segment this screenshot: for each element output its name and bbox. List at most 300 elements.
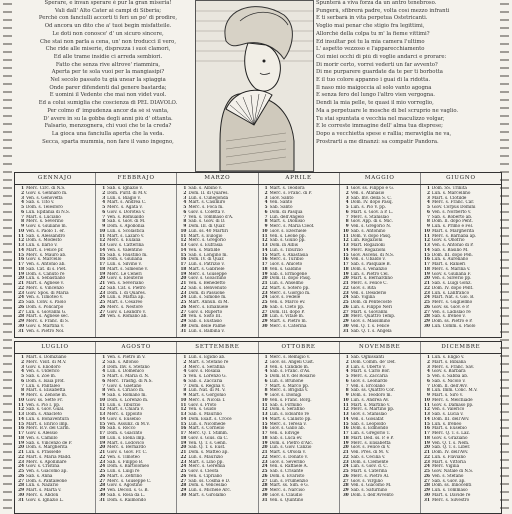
month-column: [15, 354, 96, 513]
day-number: 28: [99, 483, 106, 488]
day-saint: Lun. s. Domenico: [107, 369, 145, 374]
day-number: 24: [342, 295, 349, 300]
day-saint: Giov. s. Coletta v.: [188, 209, 225, 214]
day-number: 17: [261, 431, 268, 435]
day-saint: Ven. s. Pietro Nol.: [26, 328, 65, 333]
day-saint: Lun. s. Uberto v.: [350, 364, 386, 369]
day-saint: Ven. s. Giacomo ap.: [26, 469, 68, 473]
day-number: 6: [102, 378, 106, 383]
day-saint: Sab. s. Anna: [26, 473, 53, 478]
day-number: 18: [342, 266, 349, 271]
day-saint: Sab. s. Faustino m.: [107, 252, 148, 257]
day-number: 16: [342, 257, 349, 262]
day-saint: Sab. s. Benvenuto: [188, 285, 227, 290]
day-saint: Merc. s. Zaccaria: [350, 374, 388, 378]
day-number: 22: [18, 454, 24, 459]
day-number: 28: [342, 483, 349, 488]
poem-line: E il tuo colore appanno i guai di la ridotta.: [316, 77, 431, 84]
day-saint: Merc. s. Franc. Car.: [431, 200, 475, 205]
day-number: 23: [99, 290, 106, 295]
day-saint: Mart. s. Dionisio: [269, 219, 305, 224]
day-number: 3: [102, 364, 106, 369]
day-number: 16: [424, 426, 430, 431]
day-saint: Mart. s. Caterina: [350, 469, 388, 473]
day-saint: Giov. s. Gius. da C.: [188, 435, 228, 440]
day-saint: Sab. s. Zaccaria: [188, 378, 223, 383]
day-saint: Dom. II. dopo Pent.: [431, 219, 473, 224]
day-number: 16: [18, 426, 24, 431]
day-number: 10: [18, 397, 24, 402]
day-number: 23: [180, 459, 187, 464]
day-number: 2: [21, 359, 24, 364]
day-number: 17: [424, 431, 430, 435]
day-saint: Ven. s. Giosafat: [350, 416, 384, 421]
day-number: 21: [99, 281, 106, 285]
day-saint: Dom. V. dopo Pasq.: [350, 233, 392, 238]
day-saint: Merc. s. Nestore: [107, 304, 143, 309]
day-number: 6: [102, 209, 106, 214]
day-saint: Merc. Le Ceneri: [107, 271, 142, 276]
day-number: 28: [18, 314, 24, 319]
day-number: 8: [264, 388, 268, 393]
day-number: 6: [183, 209, 187, 214]
day-saint: Mart. s. Callisto pp.: [269, 416, 312, 421]
day-saint: Mart. s. Lino pp.: [188, 459, 224, 464]
day-number: 6: [345, 209, 349, 214]
day-saint: Sab. s. Filippo B.: [107, 459, 144, 464]
day-number: 21: [180, 281, 187, 285]
day-saint: Sab. s. Luca ev.: [269, 435, 303, 440]
day-saint: Dom. s. Telesforo: [26, 205, 63, 209]
day-number: 19: [261, 440, 268, 445]
day-number: 15: [99, 252, 106, 257]
day-number: 25: [99, 300, 106, 304]
day-number: 25: [18, 300, 24, 304]
day-entry: [423, 324, 499, 329]
day-number: 3: [264, 364, 268, 369]
day-number: 10: [261, 397, 268, 402]
day-saint: Giov. s. Eliodoro: [26, 364, 61, 369]
day-number: 27: [99, 478, 106, 483]
day-saint: Ven. s. Franc. Borg.: [269, 397, 312, 402]
day-saint: Merc. s. Teresa v.: [269, 421, 307, 426]
day-saint: Lun. s. Sebastiano: [26, 276, 66, 281]
day-number: 24: [261, 295, 268, 300]
day-number: 10: [18, 228, 24, 233]
day-saint: Mart. s. Casimiro: [188, 200, 226, 205]
day-number: 16: [424, 257, 430, 262]
day-saint: Lun. s. Simone m.: [188, 295, 227, 300]
day-number: 4: [345, 369, 349, 374]
day-number: 17: [99, 262, 106, 266]
day-number: 11: [261, 402, 268, 407]
day-saint: Dom. di Passione: [188, 290, 225, 295]
day-number: 5: [426, 374, 430, 378]
day-number: 15: [180, 252, 187, 257]
day-number: 20: [99, 445, 106, 450]
day-saint: Merc. s. Donato v.: [269, 454, 308, 459]
day-saint: Giov. s. Graziano: [431, 435, 468, 440]
day-number: 26: [180, 473, 187, 478]
day-number: 12: [99, 238, 106, 243]
day-number: 10: [180, 397, 187, 402]
day-saint: Merc. s. Ippolito: [107, 412, 143, 416]
day-number: 2: [345, 190, 349, 195]
day-saint: Lun. s. Pietro Cel.: [350, 271, 389, 276]
day-saint: Giov. ss. Sette Fr.: [26, 397, 63, 402]
day-saint: Giov. s. Eleuterio: [107, 276, 144, 281]
day-number: 24: [180, 295, 187, 300]
poem-line: Che ride alle miserie, disprezza i suoi clamori,: [45, 46, 171, 53]
day-number: 13: [342, 412, 349, 416]
day-saint: Lun. s. Tiburzio: [107, 402, 141, 407]
day-number: 8: [345, 219, 349, 224]
day-saint: Sab. s. Giov. ap.: [431, 478, 466, 483]
day-number: 12: [18, 407, 24, 412]
day-number: 17: [18, 262, 24, 266]
day-number: 30: [261, 492, 268, 497]
day-saint: Merc. s. Martino pp.: [350, 407, 395, 412]
day-number: 26: [342, 473, 349, 478]
day-number: 22: [424, 454, 430, 459]
day-saint: Lun. s. Tommaso: [431, 488, 468, 492]
day-saint: Mart. Rogazioni: [350, 243, 385, 247]
day-saint: Giov. s. Massimino: [350, 319, 391, 323]
day-saint: Ven. Q. T. s. Genn.: [188, 440, 227, 445]
day-saint: Dom. IV. dopo Pasq.: [350, 200, 393, 205]
day-saint: Dom. II. dopo Pasq.: [269, 276, 312, 281]
day-saint: Sab. s. Eustasio: [188, 319, 222, 323]
day-number: 2: [183, 190, 187, 195]
day-number: 21: [99, 450, 106, 454]
day-number: 29: [180, 488, 187, 492]
day-saint: Dom. s. Isaia prof.: [26, 378, 65, 383]
day-saint: Dom. s. Anacleto: [26, 412, 62, 416]
day-saint: Merc. s. Marina v.: [431, 266, 471, 271]
portrait-engraving: [195, 0, 314, 172]
day-saint: Giov. s. Gaetano: [107, 383, 142, 388]
day-number: 18: [424, 266, 430, 271]
month-column: [15, 185, 96, 337]
day-saint: Giov. s. Leandro v.: [107, 309, 146, 314]
day-number: 9: [345, 393, 349, 397]
day-saint: Sab. s. Giulio pp.: [269, 238, 306, 243]
day-saint: Giov. s. Martina v.: [26, 323, 65, 328]
day-saint: Dom. Comm. de' Def.: [350, 359, 396, 364]
day-saint: Ven. s. Genoveffa: [26, 195, 63, 200]
day-saint: Mart. s. Chiara v.: [107, 407, 144, 412]
day-saint: Dom. III. di Quar.: [188, 224, 226, 228]
day-saint: Sab. s. Antonino: [350, 228, 386, 233]
day-number: 25: [261, 300, 268, 304]
day-number: 19: [342, 271, 349, 276]
day-saint: Mart. s. Stefano re: [188, 359, 229, 364]
day-number: 15: [18, 421, 24, 426]
day-saint: Mart. s. Maria d. N.: [107, 374, 150, 378]
month-title: MAGGIO: [340, 173, 421, 184]
day-number: 20: [424, 276, 430, 281]
day-saint: Lun. s. Giov. Canzio: [269, 445, 312, 450]
day-saint: Sab. s. Ignazio v.: [107, 186, 143, 190]
day-saint: Giov. s. Agostino: [107, 483, 143, 488]
day-saint: Sab. s. Roberto ab.: [431, 214, 473, 219]
day-saint: Merc. Q. T. Stimm.: [188, 431, 229, 435]
day-number: 2: [183, 359, 187, 364]
day-saint: Dom. s. Pantaleone: [26, 478, 67, 483]
day-number: 24: [99, 464, 106, 469]
day-saint: Sab. Q. T. s. Angela: [350, 328, 392, 333]
day-number: 23: [180, 290, 187, 295]
day-saint: Ven. Assunz. di M.V.: [107, 421, 150, 426]
day-number: 17: [180, 431, 187, 435]
day-saint: Dom. I. di Quares.: [107, 290, 146, 295]
day-saint: Mart. s. Giovanni: [350, 309, 388, 314]
day-number: 9: [21, 224, 24, 228]
day-number: 13: [180, 412, 187, 416]
day-saint: Sab. Santo: [269, 205, 293, 209]
day-saint: Mart. s. Margherita: [431, 228, 474, 233]
day-saint: Mart. s. Orsola v.: [269, 450, 306, 454]
poem-line: Pungerà, sfibrerà padre, volta così mezzo infranti: [316, 7, 450, 14]
day-saint: Mart. s. Sotero pp.: [269, 285, 310, 290]
day-number: 29: [18, 488, 24, 492]
day-saint: Mart. Ded. ss. P. e P.: [350, 435, 394, 440]
day-number: 26: [424, 304, 430, 309]
day-number: 27: [424, 478, 430, 483]
day-saint: Sab. s. Vincenzo de P.: [26, 440, 72, 445]
day-saint: Dom. s. Raimondo: [107, 497, 146, 502]
day-number: 16: [261, 426, 268, 431]
day-saint: Merc. s. Silvestro: [431, 497, 470, 502]
day-number: 9: [426, 224, 430, 228]
day-saint: Sab. Vigilia: [350, 295, 375, 300]
poem-line: Allorché della colpa tu m' la fieme vittimi?: [316, 30, 430, 37]
day-saint: Ven. s. Cipriano: [188, 473, 222, 478]
day-saint: Mart. s. Cesareo: [107, 300, 143, 304]
day-saint: Lun. dell'Angelo: [269, 214, 305, 219]
day-saint: Lun. s. Giov. d. C.: [350, 464, 388, 469]
day-number: 25: [180, 300, 187, 304]
day-saint: Mart. s. Andrea C.: [107, 200, 147, 205]
day-saint: Giov. s. Giuliana F.: [431, 271, 472, 276]
day-entry: [261, 498, 337, 503]
day-number: 3: [183, 195, 187, 200]
day-saint: Ven. s. Paolo 1. er.: [26, 228, 65, 233]
day-number: 28: [180, 314, 187, 319]
day-number: 23: [342, 459, 349, 464]
day-number: 27: [99, 309, 106, 314]
day-saint: Giov. s. Felice di V.: [350, 445, 391, 450]
day-number: 3: [426, 195, 430, 200]
day-number: 20: [18, 445, 24, 450]
month-title: OTTOBRE: [259, 342, 340, 353]
day-number: 10: [424, 228, 430, 233]
day-number: 14: [18, 247, 24, 252]
day-number: 13: [424, 412, 430, 416]
day-saint: Sab. s. Rocco: [107, 426, 136, 431]
day-number: 27: [342, 478, 349, 483]
day-number: 16: [180, 426, 187, 431]
day-number: 22: [99, 454, 106, 459]
day-saint: Giov. s. Severino: [269, 459, 305, 464]
day-saint: Lun. s. Vitale m.: [269, 314, 305, 319]
day-saint: Lun. s. Patrizio v.: [188, 262, 225, 266]
day-number: 28: [342, 314, 349, 319]
day-number: 2: [264, 190, 268, 195]
day-saint: Sab. s. Pasquale B.: [350, 262, 391, 266]
day-saint: Mart. s. Agnese v.: [26, 281, 64, 285]
day-saint: Mart. ss. Sim. e G.: [269, 483, 309, 488]
day-saint: Dom. SS. Trinità: [431, 186, 467, 190]
day-saint: Giov. ss. Filippo e G.: [350, 186, 394, 190]
day-number: 20: [424, 445, 430, 450]
day-saint: Dom. s. Regina v.: [188, 383, 226, 388]
day-number: 25: [99, 469, 106, 473]
day-saint: Merc. s. Apollinare: [26, 459, 67, 464]
day-saint: Dom. s. Pietro d'Alc.: [269, 440, 313, 445]
day-number: 12: [424, 238, 430, 243]
day-saint: Ven. s. Valerico: [431, 407, 465, 412]
month-title: DICEMBRE: [441, 344, 481, 350]
month-header-row: [15, 173, 501, 185]
day-number: 9: [426, 393, 430, 397]
poem-right: [316, 0, 494, 170]
day-saint: Lun. s. Ireneo: [431, 421, 462, 426]
day-saint: Ven. Santo: [269, 200, 293, 205]
day-number: 16: [99, 426, 106, 431]
day-saint: Sab. s. Giov. Gual.: [26, 407, 65, 412]
day-number: 19: [180, 440, 187, 445]
day-number: 21: [342, 450, 349, 454]
day-number: 9: [264, 224, 268, 228]
day-saint: Mart. s. Martino v.: [350, 402, 391, 407]
day-number: 11: [180, 402, 187, 407]
day-number: 9: [183, 393, 187, 397]
day-number: 10: [342, 397, 349, 402]
day-saint: Merc. s. Bernardo: [107, 445, 146, 450]
day-number: 7: [21, 214, 24, 219]
day-number: 26: [18, 473, 24, 478]
day-number: 20: [342, 276, 349, 281]
day-saint: Sab. s. Cecilia v.: [350, 454, 386, 459]
decorative-border-left: [3, 0, 12, 512]
day-number: 5: [264, 374, 268, 378]
day-saint: Mart. s. Cornelio: [188, 426, 225, 431]
day-saint: Giov. Natale di N.S.: [431, 469, 474, 473]
day-saint: Sab. Q. T. s. Eust.: [188, 445, 226, 450]
day-number: 24: [424, 295, 430, 300]
day-number: 18: [424, 435, 430, 440]
day-saint: Lun. s. Tiburzio: [269, 247, 303, 252]
day-number: 31: [99, 497, 106, 502]
day-number: 9: [345, 224, 349, 228]
day-saint: Sab. Conv. s. Paolo: [26, 300, 66, 304]
day-number: 24: [424, 464, 430, 469]
day-number: 7: [183, 214, 187, 219]
day-number: 5: [21, 205, 24, 209]
day-saint: Giov. s. Alessio: [26, 431, 58, 435]
day-saint: Dom. B.V. del Rosario: [269, 374, 316, 378]
day-number: 22: [99, 285, 106, 290]
day-number: 13: [180, 243, 187, 247]
day-number: 23: [424, 459, 430, 464]
month-column: [421, 354, 501, 513]
day-saint: Mart. s. Ranieri: [431, 262, 466, 266]
day-saint: Lun. s. Andrea Av.: [350, 397, 390, 402]
day-saint: Merc. B.V. del Carm.: [26, 426, 70, 431]
day-number: 2: [426, 190, 430, 195]
day-saint: Mart. s. Eusebio: [431, 426, 467, 431]
day-entry: [17, 329, 93, 334]
day-saint: Giov. s. Rita: [350, 285, 376, 290]
day-number: 26: [99, 473, 106, 478]
day-number: 13: [261, 412, 268, 416]
day-number: 22: [18, 285, 24, 290]
day-number: 3: [345, 364, 349, 369]
month-title: MARZO: [177, 173, 258, 184]
day-number: 15: [424, 252, 430, 257]
day-saint: Giov. Corpus Domini: [431, 205, 476, 209]
day-number: 15: [99, 421, 106, 426]
day-number: 31: [18, 328, 24, 333]
day-saint: Dom. Purif. di M.V.: [107, 190, 148, 195]
day-number: 20: [180, 276, 187, 281]
day-number: 3: [264, 195, 268, 200]
day-number: 24: [342, 464, 349, 469]
month-column: [259, 185, 340, 337]
day-number: 13: [342, 243, 349, 247]
day-number: 29: [424, 488, 430, 492]
day-number: 20: [99, 276, 106, 281]
day-number: 28: [18, 483, 24, 488]
day-number: 23: [18, 459, 24, 464]
day-number: 23: [261, 459, 268, 464]
day-number: 8: [102, 219, 106, 224]
day-number: 11: [99, 402, 106, 407]
day-saint: Ven. s. Ercolano: [350, 383, 385, 388]
day-saint: Merc. Quattro Temp.: [350, 314, 396, 319]
day-saint: Giov. Santo: [269, 195, 294, 200]
poem-line: E ti serbarà in vita perpetua Ostetricanti.: [316, 15, 428, 22]
day-saint: Mart. Annun. di M.: [188, 300, 229, 304]
day-saint: Ven. s. Antonio ab.: [26, 262, 66, 266]
day-saint: Dom. s. Clemente: [350, 459, 389, 464]
day-number: 16: [18, 257, 24, 262]
day-number: 20: [261, 445, 268, 450]
day-saint: Dom. IV. dell'Avv.: [431, 450, 469, 454]
day-saint: Lun. Epifania di N.S.: [26, 209, 70, 214]
day-saint: Ven. Q. T. s. Nem.: [431, 440, 470, 445]
day-saint: Dom. II. dell'Avv.: [431, 383, 468, 388]
day-saint: Lun. s. Luigi re: [107, 469, 140, 473]
day-saint: Merc. s. Giuseppe: [188, 271, 227, 276]
day-saint: Giov. s. Cleofa: [188, 469, 219, 473]
poem-line: Coi miei occhi di più di voglie andarci e prorare:: [316, 53, 447, 60]
day-saint: Merc. s. Franc. di S.: [26, 319, 70, 323]
day-saint: Lun. s. Lanfranco: [431, 290, 470, 295]
day-saint: Giov. s. Catterina: [107, 243, 144, 247]
day-number: 12: [342, 407, 349, 412]
day-saint: Dom. s. Bartolomeo: [107, 464, 150, 469]
day-saint: Merc. s. Serafina: [188, 364, 225, 369]
day-saint: Ven. s. Benedetto: [188, 281, 226, 285]
day-saint: Merc. s. Giuseppe C.: [107, 478, 152, 483]
day-saint: Giov. s. Gioachino: [188, 276, 227, 281]
day-number: 17: [99, 431, 106, 435]
day-saint: Dom. s. Evaristo: [269, 473, 305, 478]
day-saint: Sab. s. Lucia v.: [431, 412, 464, 416]
day-saint: Ven. s. Quintino: [269, 497, 304, 502]
